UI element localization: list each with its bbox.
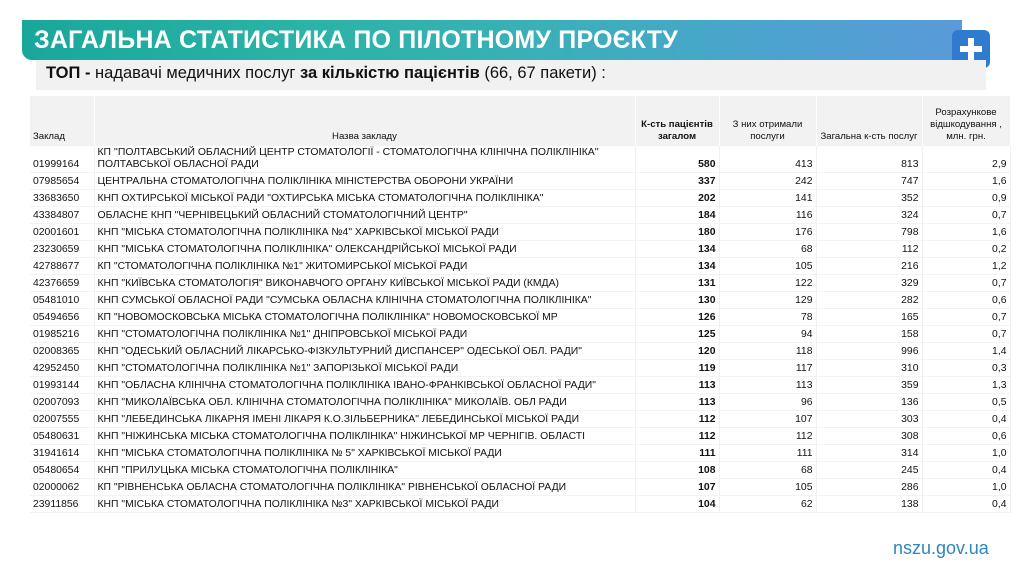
table-row [30,394,1010,411]
institution-code: 01993144 [30,377,94,394]
services-count: 141 [719,190,816,207]
services-count: 111 [719,445,816,462]
patients-count: 580 [635,146,719,173]
compensation-value: 0,4 [922,411,1010,428]
compensation-value: 0,4 [922,496,1010,513]
institution-code: 02007093 [30,394,94,411]
patients-count: 119 [635,360,719,377]
compensation-value: 0,2 [922,241,1010,258]
header-name: Назва закладу [94,96,635,146]
compensation-value: 0,5 [922,394,1010,411]
table-row [30,326,1010,343]
institution-code: 23230659 [30,241,94,258]
total-services: 216 [816,258,922,275]
subtitle-packages: (66, 67 пакети) : [479,64,606,82]
table-row [30,241,1010,258]
services-count: 122 [719,275,816,292]
table-body [30,146,1010,513]
institution-name: КНП "НІЖИНСЬКА МІСЬКА СТОМАТОЛОГІЧНА ПОЛІКЛІНІКА" НІЖИНСЬКОЇ МР ЧЕРНІГІВ. ОБЛАСТІ [94,428,635,445]
institution-name: КП "СТОМАТОЛОГІЧНА ПОЛІКЛІНІКА №1" ЖИТОМИРСЬКОЇ МІСЬКОЇ РАДИ [94,258,635,275]
services-count: 96 [719,394,816,411]
institution-name: КП "НОВОМОСКОВСЬКА МІСЬКА СТОМАТОЛОГІЧНА ПОЛІКЛІНІКА" НОВОМОСКОВСЬКОЇ МР [94,309,635,326]
services-count: 176 [719,224,816,241]
table-row [30,292,1010,309]
institution-code: 02007555 [30,411,94,428]
patients-count: 202 [635,190,719,207]
services-count: 107 [719,411,816,428]
patients-count: 112 [635,428,719,445]
plus-icon [958,36,984,62]
total-services: 329 [816,275,922,292]
services-count: 113 [719,377,816,394]
institution-name: КНП "СТОМАТОЛОГІЧНА ПОЛІКЛІНІКА №1" ЗАПОРІЗЬКОЇ МІСЬКОЇ РАДИ [94,360,635,377]
institution-name: КНП "ЛЕБЕДИНСЬКА ЛІКАРНЯ ІМЕНІ ЛІКАРЯ К.О.ЗІЛЬБЕРНИКА" ЛЕБЕДИНСЬКОЇ МІСЬКОЇ РАДИ [94,411,635,428]
institution-name: КНП СУМСЬКОЇ ОБЛАСНОЇ РАДИ "СУМСЬКА ОБЛАСНА КЛІНІЧНА СТОМАТОЛОГІЧНА ПОЛІКЛІНІКА" [94,292,635,309]
services-count: 68 [719,241,816,258]
page-title: ЗАГАЛЬНА СТАТИСТИКА ПО ПІЛОТНОМУ ПРОЄКТУ [34,26,678,54]
institution-name: КНП "КИЇВСЬКА СТОМАТОЛОГІЯ" ВИКОНАВЧОГО ОРГАНУ КИЇВСЬКОЇ МІСЬКОЇ РАДИ (КМДА) [94,275,635,292]
table-row [30,173,1010,190]
total-services: 314 [816,445,922,462]
patients-count: 131 [635,275,719,292]
institution-name: КП ''ПОЛТАВСЬКИЙ ОБЛАСНИЙ ЦЕНТР СТОМАТОЛОГІЇ - СТОМАТОЛОГІЧНА КЛІНІЧНА ПОЛІКЛІНІКА'' ПОЛТАВСЬКОЇ ОБЛАСНОЇ РАДИ [94,146,635,173]
table-row [30,377,1010,394]
patients-count: 113 [635,394,719,411]
patients-count: 126 [635,309,719,326]
patients-count: 112 [635,411,719,428]
institution-code: 42788677 [30,258,94,275]
services-count: 242 [719,173,816,190]
institution-code: 02001601 [30,224,94,241]
services-count: 413 [719,146,816,173]
compensation-value: 1,6 [922,173,1010,190]
institution-code: 05481010 [30,292,94,309]
compensation-value: 1,3 [922,377,1010,394]
table-row [30,275,1010,292]
table-row [30,309,1010,326]
institution-code: 42952450 [30,360,94,377]
institution-name: ОБЛАСНЕ КНП "ЧЕРНІВЕЦЬКИЙ ОБЛАСНИЙ СТОМАТОЛОГІЧНИЙ ЦЕНТР" [94,207,635,224]
institution-name: КНП "МІСЬКА СТОМАТОЛОГІЧНА ПОЛІКЛІНІКА №3" ХАРКІВСЬКОЇ МІСЬКОЇ РАДИ [94,496,635,513]
services-count: 105 [719,479,816,496]
total-services: 996 [816,343,922,360]
compensation-value: 0,3 [922,360,1010,377]
institution-name: КНП "ОБЛАСНА КЛІНІЧНА СТОМАТОЛОГІЧНА ПОЛІКЛІНІКА ІВАНО-ФРАНКІВСЬКОЇ ОБЛАСНОЇ РАДИ" [94,377,635,394]
total-services: 158 [816,326,922,343]
subtitle [46,64,606,83]
services-count: 62 [719,496,816,513]
total-services: 136 [816,394,922,411]
services-count: 118 [719,343,816,360]
compensation-value: 0,7 [922,309,1010,326]
total-services: 282 [816,292,922,309]
institution-name: ЦЕНТРАЛЬНА СТОМАТОЛОГІЧНА ПОЛІКЛІНІКА МІНІСТЕРСТВА ОБОРОНИ УКРАЇНИ [94,173,635,190]
services-count: 105 [719,258,816,275]
footer-link[interactable]: nszu.gov.ua [893,538,989,558]
total-services: 286 [816,479,922,496]
table-row [30,224,1010,241]
subtitle-emphasis: за кількістю пацієнтів [299,64,480,82]
subtitle-top: ТОП - [46,64,91,82]
compensation-value: 1,0 [922,479,1010,496]
institution-code: 05480631 [30,428,94,445]
total-services: 245 [816,462,922,479]
institution-name: КНП "ПРИЛУЦЬКА МІСЬКА СТОМАТОЛОГІЧНА ПОЛІКЛІНІКА" [94,462,635,479]
compensation-value: 0,9 [922,190,1010,207]
total-services: 359 [816,377,922,394]
institution-code: 05494656 [30,309,94,326]
patients-count: 111 [635,445,719,462]
institution-code: 43384807 [30,207,94,224]
institution-name: КНП "МІСЬКА СТОМАТОЛОГІЧНА ПОЛІКЛІНІКА № 5" ХАРКІВСЬКОЇ МІСЬКОЇ РАДИ [94,445,635,462]
services-count: 112 [719,428,816,445]
total-services: 324 [816,207,922,224]
compensation-value: 0,6 [922,292,1010,309]
table-row [30,360,1010,377]
compensation-value: 0,7 [922,275,1010,292]
institution-name: КНП ОХТИРСЬКОЇ МІСЬКОЇ РАДИ "ОХТИРСЬКА МІСЬКА СТОМАТОЛОГІЧНА ПОЛІКЛІНІКА" [94,190,635,207]
services-count: 116 [719,207,816,224]
patients-count: 125 [635,326,719,343]
institution-code: 07985654 [30,173,94,190]
institution-name: КНП "МИКОЛАЇВСЬКА ОБЛ. КЛІНІЧНА СТОМАТОЛОГІЧНА ПОЛІКЛІНІКА" МИКОЛАЇВ. ОБЛ РАДИ [94,394,635,411]
total-services: 138 [816,496,922,513]
patients-count: 184 [635,207,719,224]
table-row [30,207,1010,224]
services-count: 117 [719,360,816,377]
patients-count: 113 [635,377,719,394]
patients-count: 108 [635,462,719,479]
table-row [30,496,1010,513]
patients-count: 107 [635,479,719,496]
patients-count: 134 [635,258,719,275]
total-services: 303 [816,411,922,428]
table-row [30,258,1010,275]
total-services: 308 [816,428,922,445]
total-services: 813 [816,146,922,173]
services-count: 129 [719,292,816,309]
institution-code: 31941614 [30,445,94,462]
total-services: 798 [816,224,922,241]
table-row [30,411,1010,428]
total-services: 112 [816,241,922,258]
patients-count: 134 [635,241,719,258]
total-services: 352 [816,190,922,207]
compensation-value: 1,0 [922,445,1010,462]
table-row [30,146,1010,173]
total-services: 165 [816,309,922,326]
header-patients: К-сть пацієнтів загалом [635,96,719,146]
header-compensation: Розрахункове відшкодування , млн. грн. [922,96,1010,146]
table-row [30,190,1010,207]
institution-code: 23911856 [30,496,94,513]
services-count: 68 [719,462,816,479]
services-count: 94 [719,326,816,343]
institution-code: 33683650 [30,190,94,207]
table-row [30,479,1010,496]
institution-name: КП "РІВНЕНСЬКА ОБЛАСНА СТОМАТОЛОГІЧНА ПОЛІКЛІНІКА" РІВНЕНСЬКОЇ ОБЛАСНОЇ РАДИ [94,479,635,496]
statistics-table [30,96,1011,513]
patients-count: 130 [635,292,719,309]
compensation-value: 0,4 [922,462,1010,479]
institution-name: КНП "МІСЬКА СТОМАТОЛОГІЧНА ПОЛІКЛІНІКА" ОЛЕКСАНДРІЙСЬКОЇ МІСЬКОЇ РАДИ [94,241,635,258]
compensation-value: 1,6 [922,224,1010,241]
compensation-value: 0,7 [922,326,1010,343]
table-row [30,462,1010,479]
compensation-value: 2,9 [922,146,1010,173]
institution-code: 42376659 [30,275,94,292]
compensation-value: 0,7 [922,207,1010,224]
institution-code: 01985216 [30,326,94,343]
table-row [30,343,1010,360]
table-row [30,428,1010,445]
table-row [30,445,1010,462]
header-code: Заклад [30,96,94,146]
table-header-row [30,96,1010,146]
total-services: 747 [816,173,922,190]
compensation-value: 0,6 [922,428,1010,445]
institution-code: 02000062 [30,479,94,496]
compensation-value: 1,4 [922,343,1010,360]
institution-name: КНП "ОДЕСЬКИЙ ОБЛАСНИЙ ЛІКАРСЬКО-ФІЗКУЛЬТУРНИЙ ДИСПАНСЕР" ОДЕСЬКОЇ ОБЛ. РАДИ" [94,343,635,360]
institution-code: 01999164 [30,146,94,173]
total-services: 310 [816,360,922,377]
institution-name: КНП "МІСЬКА СТОМАТОЛОГІЧНА ПОЛІКЛІНІКА №4" ХАРКІВСЬКОЇ МІСЬКОЇ РАДИ [94,224,635,241]
institution-code: 05480654 [30,462,94,479]
patients-count: 180 [635,224,719,241]
institution-name: КНП "СТОМАТОЛОГІЧНА ПОЛІКЛІНІКА №1" ДНІПРОВСЬКОЇ МІСЬКОЇ РАДИ [94,326,635,343]
header-total: Загальна к-сть послуг [816,96,922,146]
patients-count: 104 [635,496,719,513]
institution-code: 02008365 [30,343,94,360]
patients-count: 337 [635,173,719,190]
header-services: З них отримали послуги [719,96,816,146]
subtitle-text: надавачі медичних послуг [90,64,300,82]
services-count: 78 [719,309,816,326]
patients-count: 120 [635,343,719,360]
compensation-value: 1,2 [922,258,1010,275]
